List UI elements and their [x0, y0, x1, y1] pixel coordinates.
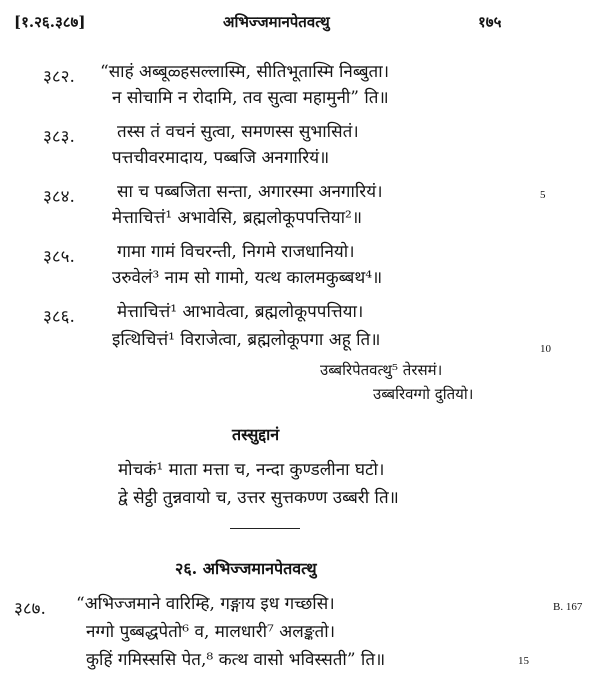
- page-number: १७५: [478, 13, 502, 31]
- verse-line: मेत्ताचित्तं¹ अभावेसि, ब्रह्मलोकूपपत्तिया²॥: [112, 208, 363, 228]
- verse-line: गामा गामं विचरन्ती, निगमे राजधानियो।: [117, 242, 355, 262]
- verse-line: न सोचामि न रोदामि, तव सुत्वा महामुनी” ति॥: [112, 88, 389, 108]
- margin-line-number: 10: [540, 343, 551, 355]
- verse-number: ३८४.: [43, 187, 75, 207]
- verse-number: ३८६.: [43, 307, 75, 327]
- verse-line: इत्थिचित्तं¹ विराजेत्वा, ब्रह्मलोकूपगा अहू ति॥: [112, 330, 381, 350]
- verse-line: मेत्ताचित्तं¹ आभावेत्वा, ब्रह्मलोकूपपत्तिया।: [117, 302, 364, 322]
- uddana-line: मोचकं¹ माता मत्ता च, नन्दा कुण्डलीना घटो।: [118, 460, 385, 480]
- verse-line: “साहं अब्बूळ्हसल्लास्मि, सीतिभूतास्मि निब्बुता।: [100, 62, 390, 82]
- verse-line: नग्गो पुब्बद्धपेतो⁶ व, मालधारी⁷ अलङ्कतो।: [86, 622, 336, 642]
- margin-line-number: 15: [518, 655, 529, 667]
- colophon-line: उब्बरिवग्गो दुतियो।: [373, 385, 474, 403]
- edition-reference: B. 167: [553, 601, 583, 613]
- verse-line: उरुवेलं³ नाम सो गामो, यत्थ कालमकुब्बथ⁴॥: [112, 268, 383, 288]
- page-range: [१.२६.३८७]: [14, 13, 86, 31]
- verse-number: ३८५.: [43, 247, 75, 267]
- verse-line: सा च पब्बजिता सन्ता, अगारस्मा अनगारियं।: [117, 182, 383, 202]
- verse-line: कुहिं गमिस्ससि पेत,⁸ कत्थ वासो भविस्सती” ति॥: [86, 650, 386, 670]
- section-title: २६. अभिज्जमानपेतवत्थु: [175, 559, 317, 578]
- separator-rule: [230, 528, 300, 529]
- colophon-line: उब्बरिपेतवत्थु⁵ तेरसमं।: [320, 361, 443, 379]
- margin-line-number: 5: [540, 189, 546, 201]
- verse-line: तस्स तं वचनं सुत्वा, समणस्स सुभासितं।: [117, 122, 359, 142]
- verse-line: पत्तचीवरमादाय, पब्बजि अनगारियं॥: [112, 148, 330, 168]
- uddana-title: तस्सुद्दानं: [232, 425, 280, 444]
- running-title: अभिज्जमानपेतवत्थु: [223, 13, 330, 31]
- verse-line: “अभिज्जमाने वारिम्हि, गङ्गाय इध गच्छसि।: [76, 594, 335, 614]
- verse-number: ३८३.: [43, 127, 75, 147]
- verse-number: ३८७.: [14, 599, 46, 619]
- verse-number: ३८२.: [43, 67, 75, 87]
- uddana-line: द्वे सेट्ठी तुन्नवायो च, उत्तर सुत्तकण्ण उब्बरी ति॥: [118, 488, 399, 508]
